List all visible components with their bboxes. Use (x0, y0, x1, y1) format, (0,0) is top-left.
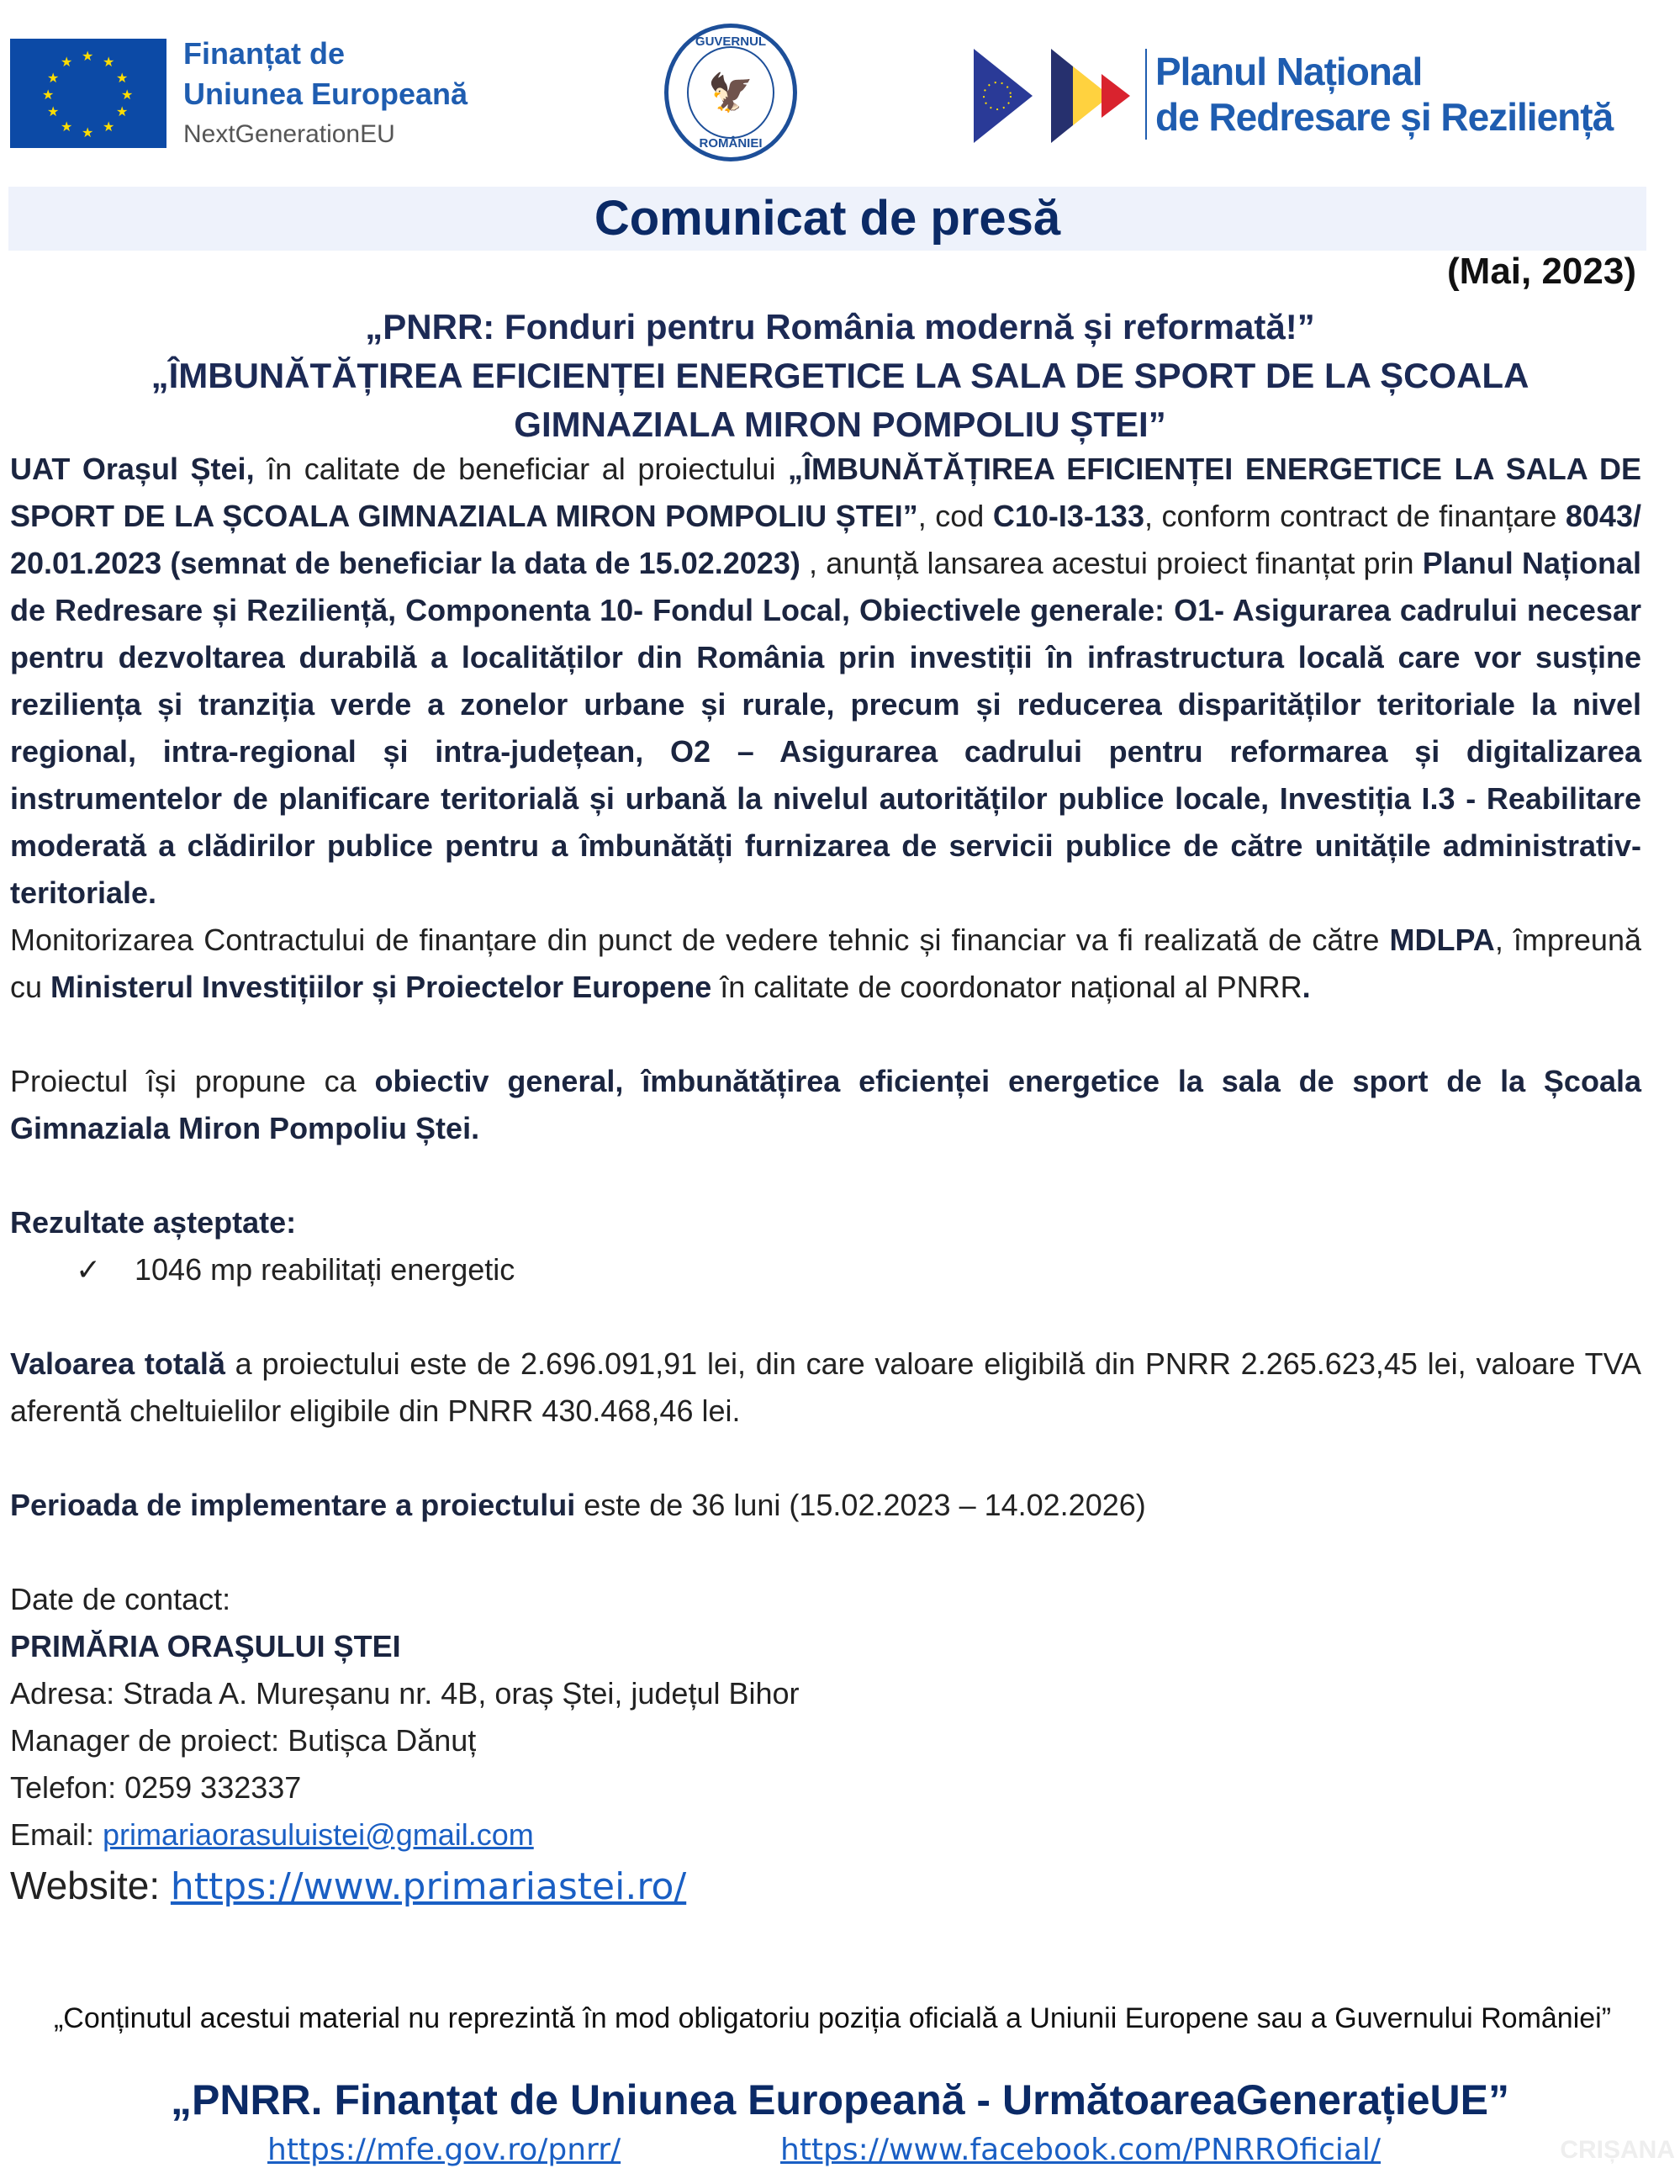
result-text: 1046 mp reabilitați energetic (135, 1252, 515, 1287)
pnrr-logo-line1: Planul Național (1155, 50, 1423, 93)
eu-logo-line1: Finanțat de (183, 36, 346, 71)
program-description: Planul Național de Redresare și Reziliență, Componenta 10- Fondul Local, Obiectivele generale: O1- Asigurarea cadrului necesar pentru dezvoltarea durabilă a localităților din România prin investiții în infrastructura locală care vor susține reziliența și tranziția verde a zonelor urbane și rurale, precum și reducerea disparităților teritoriale la nivel regional, intra-regional și intra-județean, O2 – Asigurarea cadrului pentru reformarea și digitalizarea instrumentelor de planificare teritorială și urbană la nivelul autorităților publice locale, Investiția I.3 - Reabilitare moderată a clădirilor publice pentru a îmbunătăți furnizarea de servicii publice de către unitățile administrativ-teritoriale. (10, 546, 1641, 910)
text: , împreună cu (10, 923, 1642, 1004)
headline-slogan: „PNRR: Fonduri pentru România modernă și reformată!” (365, 307, 1315, 346)
contact-heading: Date de contact: (10, 1582, 231, 1616)
text: Monitorizarea Contractului de finanțare din punct de vedere tehnic și financiar va fi realizată de către (10, 923, 1390, 957)
page-title: Comunicat de presă (8, 187, 1646, 251)
result-item (10, 1246, 1641, 1293)
project-title: „ÎMBUNĂTĂȚIREA EFICIENȚEI ENERGETICE LA SALA DE SPORT DE LA ȘCOALA GIMNAZIALA MIRON POMPOLIU ȘTEI” (10, 452, 1642, 533)
text: , conform contract de finanțare (1144, 499, 1566, 533)
ministry: Ministerul Investițiilor și Proiectelor Europene (50, 970, 712, 1004)
value-text: a proiectului este de 2.696.091,91 lei, din care valoare eligibilă din PNRR 2.265.623,45 lei, valoare TVA aferentă cheltuielilor eligibile din PNRR 430.468,46 lei. (10, 1346, 1641, 1428)
mfe-link[interactable]: https://mfe.gov.ro/pnrr/ (267, 2133, 621, 2167)
seal-top-text: GUVERNUL (695, 34, 767, 49)
text: , anunță lansarea acestui proiect finanțat prin (800, 546, 1423, 580)
value-label: Valoarea totală (10, 1346, 225, 1381)
text: , cod (917, 499, 993, 533)
watermark: CRIȘANA (1560, 2136, 1675, 2164)
intro-paragraph (10, 446, 1641, 917)
eu-funding-logo-text (183, 34, 468, 155)
mdlpa: MDLPA (1389, 923, 1495, 957)
check-icon: ✓ (76, 1252, 102, 1287)
website-label: Website: (10, 1864, 171, 1907)
period-paragraph (10, 1482, 1641, 1529)
pnrr-logo-text (1145, 49, 1613, 140)
monitoring-paragraph (10, 917, 1641, 1011)
period-label: Perioada de implementare a proiectului (10, 1488, 576, 1522)
objective: obiectiv general, îmbunătățirea eficienței energetice la sala de sport de la Școala Gimnaziala Miron Pompoliu Ștei. (10, 1064, 1641, 1145)
text: în calitate de coordonator național al PNRR (711, 970, 1302, 1004)
headline-project-title: „ÎMBUNĂTĂȚIREA EFICIENȚEI ENERGETICE LA SALA DE SPORT DE LA ȘCOALA GIMNAZIALA MIRON POMPOLIU ȘTEI” (151, 356, 1529, 444)
project-code: C10-I3-133 (992, 499, 1144, 533)
pnrr-arrows-logo (974, 49, 1130, 143)
release-date: (Mai, 2023) (1447, 251, 1636, 292)
period-text: este de 36 luni (15.02.2023 – 14.02.2026) (575, 1488, 1146, 1522)
government-seal-logo (664, 24, 797, 161)
facebook-link[interactable]: https://www.facebook.com/PNRROficial/ (780, 2133, 1382, 2167)
website-link[interactable]: https://www.primariastei.ro/ (170, 1865, 687, 1908)
contact-phone: Telefon: 0259 332337 (10, 1770, 302, 1805)
pnrr-slogan: „PNRR. Finanțat de Uniunea Europeană - UrmătoareaGenerațieUE” (170, 2076, 1510, 2123)
seal-bottom-text: ROMÂNIEI (699, 136, 763, 151)
contact-address: Adresa: Strada A. Mureșanu nr. 4B, oraș Ștei, județul Bihor (10, 1676, 800, 1711)
value-paragraph (10, 1341, 1641, 1435)
press-release-body (10, 446, 1641, 1914)
period-mark: . (1302, 970, 1311, 1004)
eu-flag-logo: ★ ★ ★ ★ ★ ★ ★ ★ ★ ★ ★ ★ (10, 39, 166, 148)
email-link[interactable]: primariaorasuluistei@gmail.com (103, 1817, 534, 1852)
pnrr-logo-line2: de Redresare și Reziliență (1155, 95, 1614, 139)
objective-paragraph (10, 1058, 1641, 1152)
results-heading: Rezultate așteptate: (10, 1205, 297, 1240)
contact-org: PRIMĂRIA ORAŞULUI ȘTEI (10, 1629, 401, 1663)
disclaimer: „Conținutul acestui material nu reprezintă în mod obligatoriu poziția oficială a Uniunii Europene sau a Guvernului României” (53, 2002, 1612, 2034)
beneficiary: UAT Orașul Ștei, (10, 452, 255, 486)
eu-logo-line3: NextGenerationEU (183, 120, 395, 148)
headline (0, 303, 1680, 449)
email-label: Email: (10, 1817, 103, 1852)
contract-number: 8043/ 20.01.2023 (semnat de beneficiar la data de 15.02.2023) (10, 499, 1641, 580)
contact-manager: Manager de proiect: Butișca Dănuț (10, 1723, 477, 1758)
text: Proiectul își propune ca (10, 1064, 375, 1098)
eu-logo-line2: Uniunea Europeană (183, 77, 468, 111)
eagle-icon: 🦅 (687, 46, 774, 139)
text: în calitate de beneficiar al proiectului (254, 452, 789, 486)
